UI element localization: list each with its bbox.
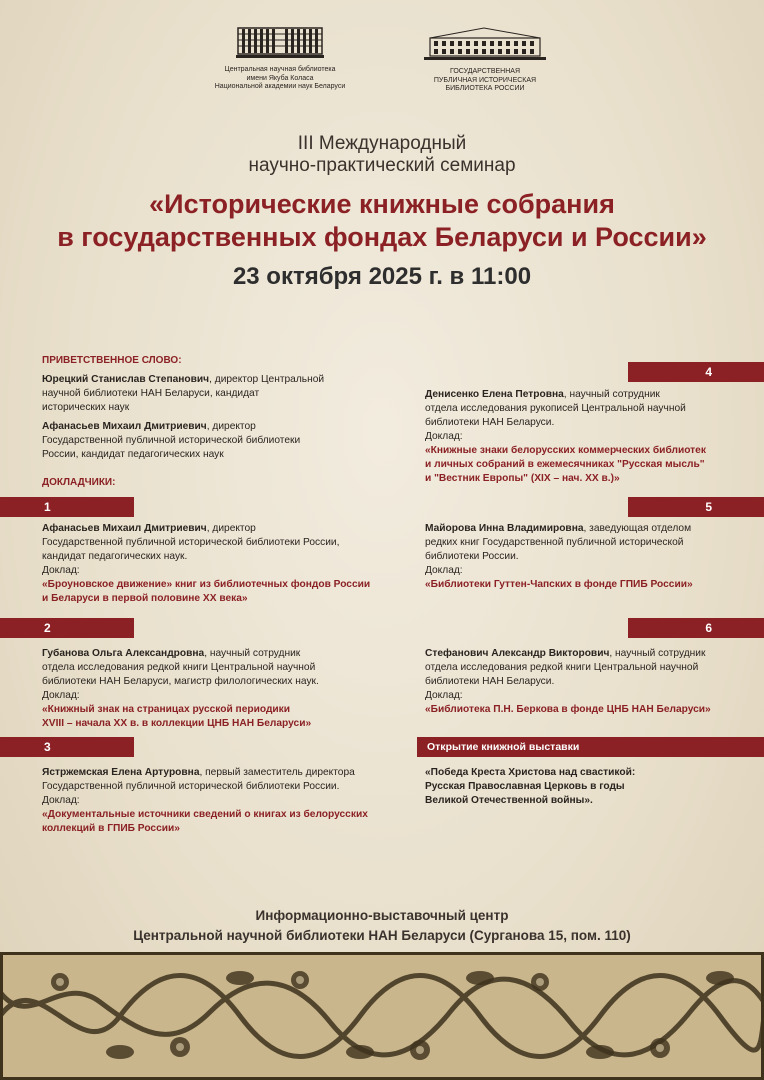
report-word: Доклад:	[425, 690, 463, 701]
venue	[0, 906, 764, 946]
speaker-5-block	[425, 522, 735, 592]
central-library-logo	[198, 26, 362, 92]
venue-line-2: Центральной научной библиотеки НАН Беларуси (Сурганова 15, пом. 110)	[133, 928, 631, 943]
speaker-1-role: , директор	[206, 523, 256, 534]
speaker-5-line: библиотеки России.	[425, 551, 519, 562]
speaker-3-name: Ястржемская Елена Артуровна	[42, 767, 200, 778]
seminar-line-1: III Международный	[297, 133, 467, 154]
speaker-4-block	[425, 388, 735, 486]
report-word: Доклад:	[425, 431, 463, 442]
seminar-line-2: научно-практический семинар	[248, 155, 516, 176]
welcome-2-rest: , директор	[206, 421, 256, 432]
speaker-2-report: XVIII – начала XX в. в коллекции ЦНБ НАН Беларуси»	[42, 718, 312, 729]
speaker-5-role: , заведующая отделом	[583, 523, 692, 534]
welcome-2-line-3: России, кандидат педагогических наук	[42, 449, 224, 460]
exhibition-line: «Победа Креста Христова над свастикой:	[425, 767, 636, 778]
report-word: Доклад:	[42, 565, 80, 576]
exhibition-title	[425, 766, 735, 808]
seminar-title	[0, 188, 764, 254]
speaker-4-role: , научный сотрудник	[563, 389, 660, 400]
logo-left-line-3: Национальной академии наук Беларуси	[214, 83, 346, 90]
welcome-label: ПРИВЕТСТВЕННОЕ СЛОВО:	[42, 355, 182, 366]
exhibition-bar: Открытие книжной выставки	[417, 737, 764, 757]
welcome-1-rest: , директор Центральной	[209, 374, 325, 385]
logo-left-line-2: имени Якуба Коласа	[246, 74, 314, 82]
library-building-icon	[236, 26, 324, 60]
welcome-speaker-1	[42, 373, 387, 415]
exhibition-line: Русская Православная Церковь в годы	[425, 781, 625, 792]
speaker-1-report: и Беларуси в первой половине XX века»	[42, 593, 248, 604]
welcome-2-line-2: Государственной публичной исторической библиотеки	[42, 435, 301, 446]
speaker-3-line: Государственной публичной исторической библиотеки России.	[42, 781, 340, 792]
speaker-3-block	[42, 766, 387, 836]
floral-ornament	[0, 952, 764, 1080]
speaker-3-report: коллекций в ГПИБ России»	[42, 823, 180, 834]
welcome-1-line-2: научной библиотеки НАН Беларуси, кандидат	[42, 388, 260, 399]
logo-left-line-1: Центральная научная библиотека	[224, 66, 336, 73]
speaker-1-block	[42, 522, 387, 606]
speaker-4-name: Денисенко Елена Петровна	[425, 389, 564, 400]
speaker-2-line: библиотеки НАН Беларуси, магистр филологических наук.	[42, 676, 319, 687]
venue-line-1: Информационно-выставочный центр	[255, 908, 509, 923]
speaker-4-report: «Книжные знаки белорусских коммерческих библиотек	[425, 445, 706, 456]
logo-right-line-1: ГОСУДАРСТВЕННАЯ	[449, 68, 521, 75]
logo-right-line-2: ПУБЛИЧНАЯ ИСТОРИЧЕСКАЯ	[433, 76, 537, 84]
welcome-2-name: Афанасьев Михаил Дмитриевич	[42, 421, 207, 432]
speaker-6-block	[425, 647, 735, 717]
title-line-2: в государственных фондах Беларуси и России»	[57, 222, 707, 252]
speaker-6-line: отдела исследования редкой книги Центральной научной	[425, 662, 699, 673]
speaker-6-number-bar: 6	[628, 618, 764, 638]
event-date: 23 октября 2025 г. в 11:00	[232, 263, 532, 290]
speaker-5-number-bar: 5	[628, 497, 764, 517]
speaker-5-line: редких книг Государственной публичной исторической	[425, 537, 684, 548]
speaker-6-line: библиотеки НАН Беларуси.	[425, 676, 555, 687]
title-line-1: «Исторические книжные собрания	[149, 189, 615, 219]
speakers-label: ДОКЛАДЧИКИ:	[42, 477, 116, 488]
report-word: Доклад:	[42, 690, 80, 701]
speaker-2-block	[42, 647, 387, 731]
speaker-6-report: «Библиотека П.Н. Беркова в фонде ЦНБ НАН Беларуси»	[425, 704, 711, 715]
speaker-6-name: Стефанович Александр Викторович	[425, 648, 610, 659]
speaker-3-report: «Документальные источники сведений о книгах из белорусских	[42, 809, 368, 820]
speaker-1-line: кандидат педагогических наук.	[42, 551, 188, 562]
historical-library-building-icon	[422, 26, 548, 62]
report-word: Доклад:	[425, 565, 463, 576]
speaker-4-line: библиотеки НАН Беларуси.	[425, 417, 555, 428]
speaker-4-line: отдела исследования рукописей Центральной научной	[425, 403, 686, 414]
speaker-4-report: и личных собраний в ежемесячниках "Русская мысль"	[425, 459, 705, 470]
welcome-1-line-3: исторических наук	[42, 402, 130, 413]
logo-right-line-3: БИБЛИОТЕКА РОССИИ	[445, 85, 525, 92]
welcome-1-name: Юрецкий Станислав Степанович	[42, 374, 210, 385]
welcome-speaker-2	[42, 420, 387, 462]
speaker-5-name: Майорова Инна Владимировна	[425, 523, 584, 534]
speaker-3-role: , первый заместитель директора	[199, 767, 355, 778]
speaker-2-name: Губанова Ольга Александровна	[42, 648, 205, 659]
speaker-2-role: , научный сотрудник	[204, 648, 301, 659]
speaker-1-name: Афанасьев Михаил Дмитриевич	[42, 523, 207, 534]
speaker-1-number-bar: 1	[0, 497, 134, 517]
historical-library-logo	[410, 26, 560, 94]
speaker-1-report: «Броуновское движение» книг из библиотечных фондов России	[42, 579, 371, 590]
speaker-3-number-bar: 3	[0, 737, 134, 757]
seminar-subtitle	[0, 133, 764, 177]
speaker-5-report: «Библиотеки Гуттен-Чапских в фонде ГПИБ России»	[425, 579, 693, 590]
speaker-2-number-bar: 2	[0, 618, 134, 638]
speaker-4-number-bar: 4	[628, 362, 764, 382]
speaker-2-line: отдела исследования редкой книги Центральной научной	[42, 662, 316, 673]
speaker-1-line: Государственной публичной исторической библиотеки России,	[42, 537, 340, 548]
speaker-4-report: и "Вестник Европы" (XIX – нач. XX в.)»	[425, 473, 620, 484]
speaker-2-report: «Книжный знак на страницах русской периодики	[42, 704, 291, 715]
report-word: Доклад:	[42, 795, 80, 806]
exhibition-line: Великой Отечественной войны».	[425, 795, 593, 806]
speaker-6-role: , научный сотрудник	[609, 648, 706, 659]
